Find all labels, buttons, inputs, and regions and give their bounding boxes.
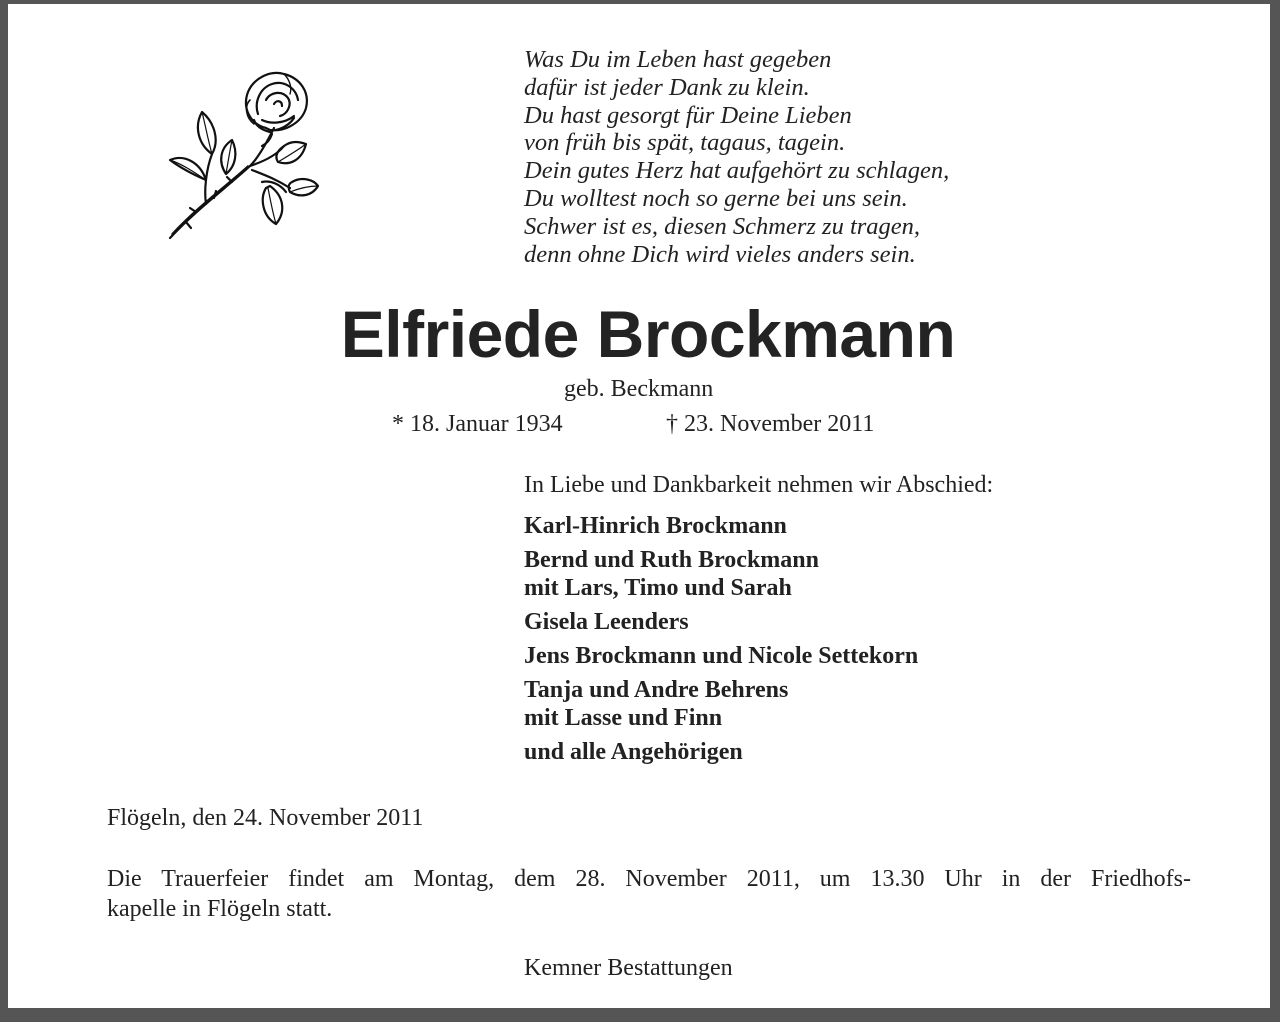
- mourner-entry: [524, 642, 918, 670]
- mourner-line: mit Lasse und Finn: [524, 705, 723, 731]
- mourner-line: und alle Angehörigen: [524, 739, 743, 765]
- mourner-line: Tanja und Andre Behrens: [524, 677, 789, 703]
- rose-icon: [166, 70, 320, 242]
- ceremony-line: kapelle in Flögeln statt.: [107, 896, 333, 922]
- birth-date: * 18. Januar 1934: [392, 411, 563, 437]
- farewell-line: In Liebe und Dankbarkeit nehmen wir Abschied:: [524, 472, 994, 498]
- mourner-entry: [524, 546, 918, 602]
- mourners-list: [524, 512, 918, 772]
- mourner-entry: [524, 512, 918, 540]
- mourner-entry: [524, 608, 918, 636]
- ceremony-line: Die Trauerfeier findet am Montag, dem 28. November 2011, um 13.30 Uhr in der Friedhofs-: [107, 866, 1191, 892]
- poem-line: Du wolltest noch so gerne bei uns sein.: [524, 184, 908, 212]
- mourner-line: mit Lars, Timo und Sarah: [524, 575, 792, 601]
- ceremony-notice: [107, 864, 1191, 924]
- poem-line: Du hast gesorgt für Deine Lieben: [524, 101, 852, 129]
- poem: [524, 46, 949, 268]
- poem-line: Dein gutes Herz hat aufgehört zu schlagen,: [524, 157, 950, 185]
- poem-line: dafür ist jeder Dank zu klein.: [524, 73, 810, 101]
- poem-line: von früh bis spät, tagaus, tagein.: [524, 129, 846, 157]
- poem-line: denn ohne Dich wird vieles anders sein.: [524, 240, 916, 268]
- mourner-entry: [524, 676, 918, 732]
- undertaker: Kemner Bestattungen: [524, 955, 733, 981]
- place-date: Flögeln, den 24. November 2011: [107, 805, 424, 831]
- mourner-entry: [524, 738, 918, 766]
- poem-line: Schwer ist es, diesen Schmerz zu tragen,: [524, 212, 921, 240]
- mourner-line: Karl-Hinrich Brockmann: [524, 513, 787, 539]
- mourner-line: Jens Brockmann und Nicole Settekorn: [524, 643, 919, 669]
- mourner-line: Gisela Leenders: [524, 609, 689, 635]
- maiden-name: geb. Beckmann: [564, 376, 714, 402]
- poem-line: Was Du im Leben hast gegeben: [524, 46, 832, 73]
- death-date: † 23. November 2011: [666, 411, 875, 437]
- mourner-line: Bernd und Ruth Brockmann: [524, 547, 819, 573]
- deceased-name: Elfriede Brockmann: [340, 297, 956, 371]
